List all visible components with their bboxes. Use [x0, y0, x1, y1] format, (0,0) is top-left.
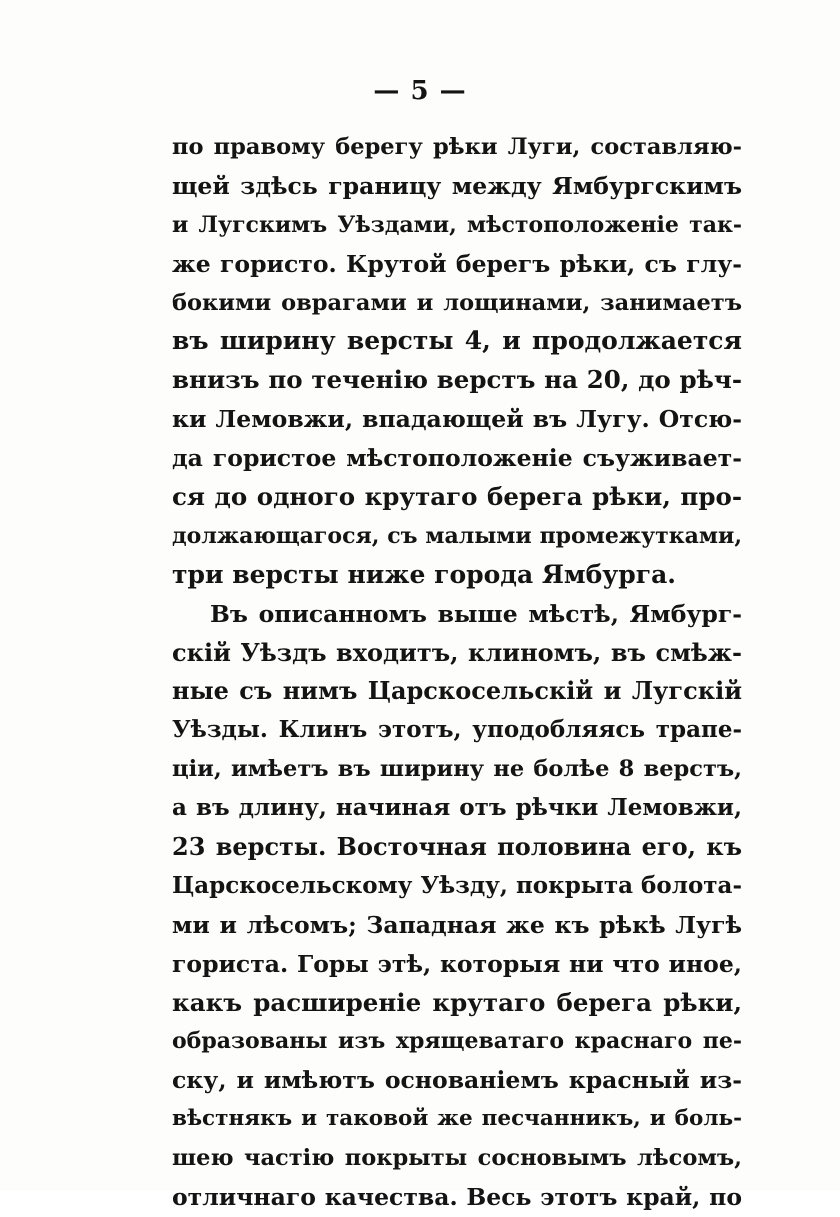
text-line: Въ описанномъ выше мѣстѣ, Ямбург-: [210, 599, 742, 628]
text-line: 23 версты. Восточная половина его, къ: [172, 832, 742, 862]
body-text: [172, 128, 742, 1217]
text-line: бокими оврагами и лощинами, занимаетъ: [172, 289, 742, 316]
text-line: ки Лемовжи, впадающей въ Лугу. Отсю-: [172, 405, 742, 434]
text-line: ску, и имѣютъ основаніемъ красный из-: [172, 1066, 742, 1095]
paragraph-2: [172, 595, 742, 1217]
text-line: ми и лѣсомъ; Западная же къ рѣкѣ Лугѣ: [172, 910, 742, 939]
text-line: образованы изъ хрящеватаго краснаго пе-: [172, 1028, 742, 1055]
text-line: шею частію покрыты сосновымъ лѣсомъ,: [172, 1145, 742, 1172]
text-line: въ ширину версты 4, и продолжается: [172, 326, 742, 356]
text-line: ся до одного крутаго берега рѣки, про-: [172, 482, 742, 512]
text-line: да гористое мѣстоположеніе съуживает-: [172, 444, 742, 473]
text-line: отличнаго качества. Весь этотъ край, по: [172, 1183, 742, 1212]
text-line: ные съ нимъ Царскосельскій и Лугскій: [172, 676, 742, 706]
text-line: три версты ниже города Ямбурга.: [172, 559, 677, 589]
text-line: ціи, имѣетъ въ ширину не болѣе 8 верстъ,: [172, 756, 742, 783]
text-line: вѣстнякъ и таковой же песчанникъ, и боль-: [172, 1106, 742, 1132]
text-line: Уѣзды. Клинъ этотъ, уподобляясь трапе-: [172, 716, 742, 744]
paragraph-1: [172, 128, 742, 595]
text-line: внизъ по теченію верстъ на 20, до рѣч-: [172, 365, 742, 395]
text-line: скій Уѣздъ входитъ, клиномъ, въ смѣж-: [172, 637, 742, 667]
text-line: гориста. Горы этѣ, которыя ни что иное,: [172, 949, 742, 978]
text-line: а въ длину, начиная отъ рѣчки Лемовжи,: [172, 794, 742, 822]
text-line: какъ расширеніе крутаго берега рѣки,: [172, 987, 742, 1017]
text-line: по правому берегу рѣки Луги, составляю-: [172, 134, 742, 160]
page-number: — 5 —: [373, 76, 467, 106]
text-line: щей здѣсь границу между Ямбургскимъ: [172, 171, 742, 200]
text-line: и Лугскимъ Уѣздами, мѣстоположеніе так-: [172, 211, 742, 238]
text-line: Царскосельскому Уѣзду, покрыта болота-: [172, 871, 742, 899]
text-line: же гористо. Крутой берегъ рѣки, съ глу-: [172, 249, 742, 278]
text-line: должающагося, съ малыми промежутками,: [172, 522, 742, 549]
